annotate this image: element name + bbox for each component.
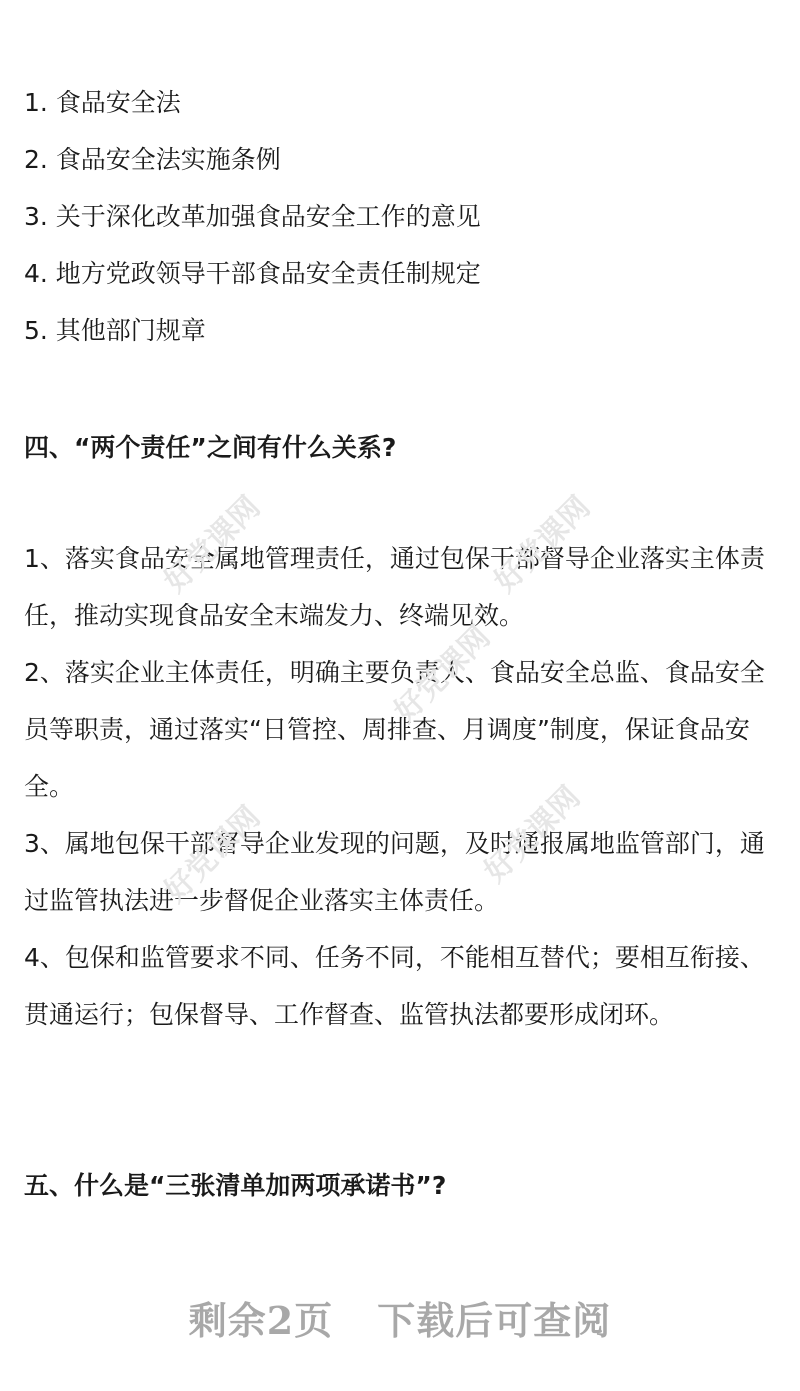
list-item: 2. 食品安全法实施条例 <box>24 145 281 174</box>
remaining-pages-text: 剩余2页 <box>188 1298 334 1343</box>
paragraph: 3、属地包保干部督导企业发现的问题，及时通报属地监管部门，通过监管执法进一步督促企业落实主体责任。 <box>24 829 765 915</box>
watermark: 好党课网 <box>487 489 598 600</box>
watermark: 好党课网 <box>387 619 498 730</box>
section-4-heading: 四、“两个责任”之间有什么关系? <box>24 433 397 462</box>
section-3-heading-cropped <box>24 0 33 8</box>
paragraph: 4、包保和监管要求不同、任务不同，不能相互替代；要相互衔接、贯通运行；包保督导、工作督查、监管执法都要形成闭环。 <box>24 943 765 1029</box>
list-item: 5. 其他部门规章 <box>24 316 206 345</box>
list-item: 3. 关于深化改革加强食品安全工作的意见 <box>24 202 481 231</box>
download-prompt[interactable] <box>0 1290 800 1345</box>
watermark: 好党课网 <box>477 779 588 890</box>
list-item: 1. 食品安全法 <box>24 88 181 117</box>
watermark: 好党课网 <box>157 489 268 600</box>
download-to-view-text[interactable]: 下载后可查阅 <box>377 1298 612 1343</box>
watermark: 好党课网 <box>157 799 268 910</box>
list-item: 4. 地方党政领导干部食品安全责任制规定 <box>24 259 481 288</box>
paragraph: 1、落实食品安全属地管理责任，通过包保干部督导企业落实主体责任，推动实现食品安全末端发力、终端见效。 <box>24 544 765 630</box>
section-5-heading: 五、什么是“三张清单加两项承诺书”? <box>24 1171 447 1200</box>
paragraph: 2、落实企业主体责任，明确主要负责人、食品安全总监、食品安全员等职责，通过落实“日管控、周排查、月调度”制度，保证食品安全。 <box>24 658 765 801</box>
